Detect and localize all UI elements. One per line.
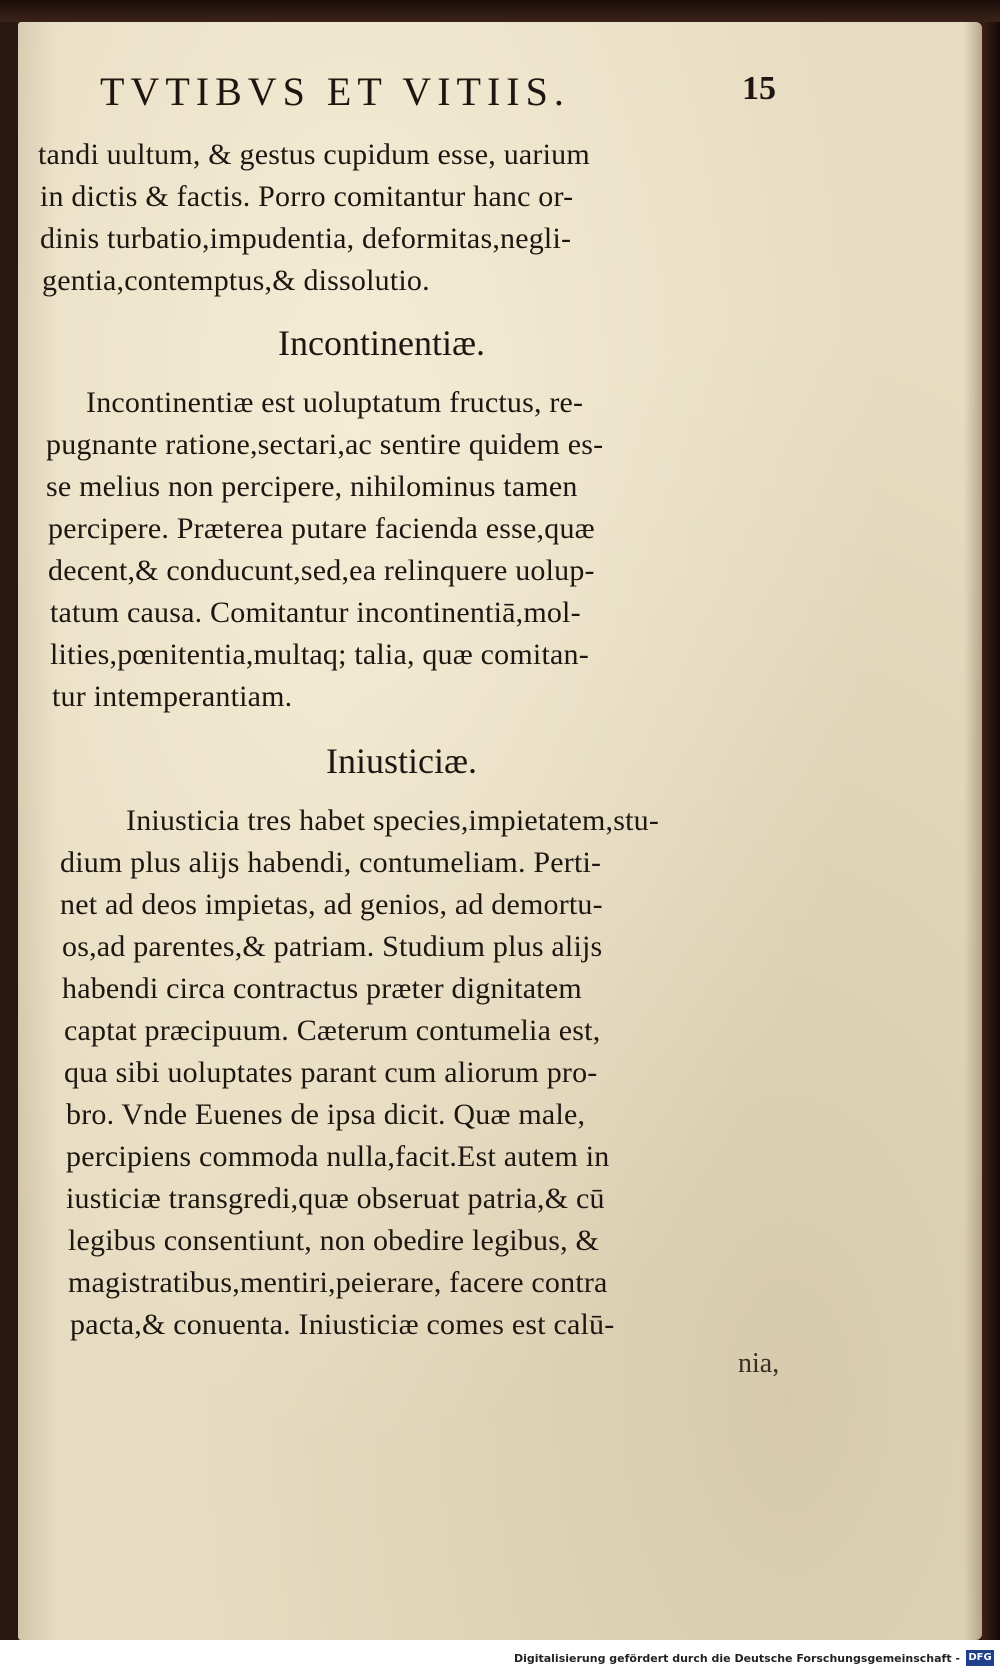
- catchword: nia,: [738, 1348, 780, 1379]
- scan-background-right: [982, 22, 1000, 1640]
- text-line: bro. Vnde Euenes de ipsa dicit. Quæ male,: [66, 1098, 586, 1131]
- text-line: qua sibi uoluptates parant cum aliorum pro-: [64, 1056, 598, 1089]
- scan-background-top: [0, 0, 1000, 22]
- text-line: magistratibus,mentiri,peierare, facere contra: [68, 1266, 608, 1299]
- text-line: percipere. Præterea putare facienda esse,quæ: [48, 512, 595, 545]
- text-line: captat præcipuum. Cæterum contumelia est,: [64, 1014, 601, 1047]
- text-line: net ad deos impietas, ad genios, ad demortu-: [60, 888, 603, 921]
- text-line: gentia,contemptus,& dissolutio.: [42, 264, 430, 297]
- text-line: os,ad parentes,& patriam. Studium plus alijs: [62, 930, 603, 963]
- folio-number: 15: [742, 70, 776, 107]
- text-line: tur intemperantiam.: [52, 680, 293, 713]
- text-line: tatum causa. Comitantur incontinentiā,mol-: [50, 596, 581, 629]
- text-line: Incontinentiæ est uoluptatum fructus, re-: [86, 386, 584, 419]
- text-line: dium plus alijs habendi, contumeliam. Perti-: [60, 846, 602, 879]
- text-line: lities,pœnitentia,multaq; talia, quæ comitan-: [50, 638, 589, 671]
- text-line: in dictis & factis. Porro comitantur hanc or-: [40, 180, 574, 213]
- text-line: dinis turbatio,impudentia, deformitas,negli-: [40, 222, 572, 255]
- section-heading: Incontinentiæ.: [278, 323, 485, 363]
- dfg-logo: DFG: [966, 1650, 994, 1666]
- text-line: pugnante ratione,sectari,ac sentire quidem es-: [46, 428, 604, 461]
- text-line: se melius non percipere, nihilominus tamen: [46, 470, 578, 503]
- text-line: iusticiæ transgredi,quæ obseruat patria,& cū: [66, 1182, 605, 1215]
- text-line: percipiens commoda nulla,facit.Est autem in: [66, 1140, 610, 1173]
- text-line: decent,& conducunt,sed,ea relinquere uolup-: [48, 554, 595, 587]
- section-heading: Iniusticiæ.: [326, 741, 477, 781]
- text-line: legibus consentiunt, non obedire legibus, &: [68, 1224, 600, 1257]
- text-line: pacta,& conuenta. Iniusticiæ comes est calū-: [70, 1308, 615, 1341]
- running-head: TVTIBVS ET VITIIS.: [100, 69, 570, 114]
- footer-credit: Digitalisierung gefördert durch die Deutsche Forschungsgemeinschaft -: [513, 1652, 960, 1665]
- text-line: habendi circa contractus præter dignitatem: [62, 972, 582, 1005]
- text-line: Iniusticia tres habet species,impietatem,stu-: [126, 804, 660, 837]
- text-line: tandi uultum, & gestus cupidum esse, uarium: [38, 138, 590, 171]
